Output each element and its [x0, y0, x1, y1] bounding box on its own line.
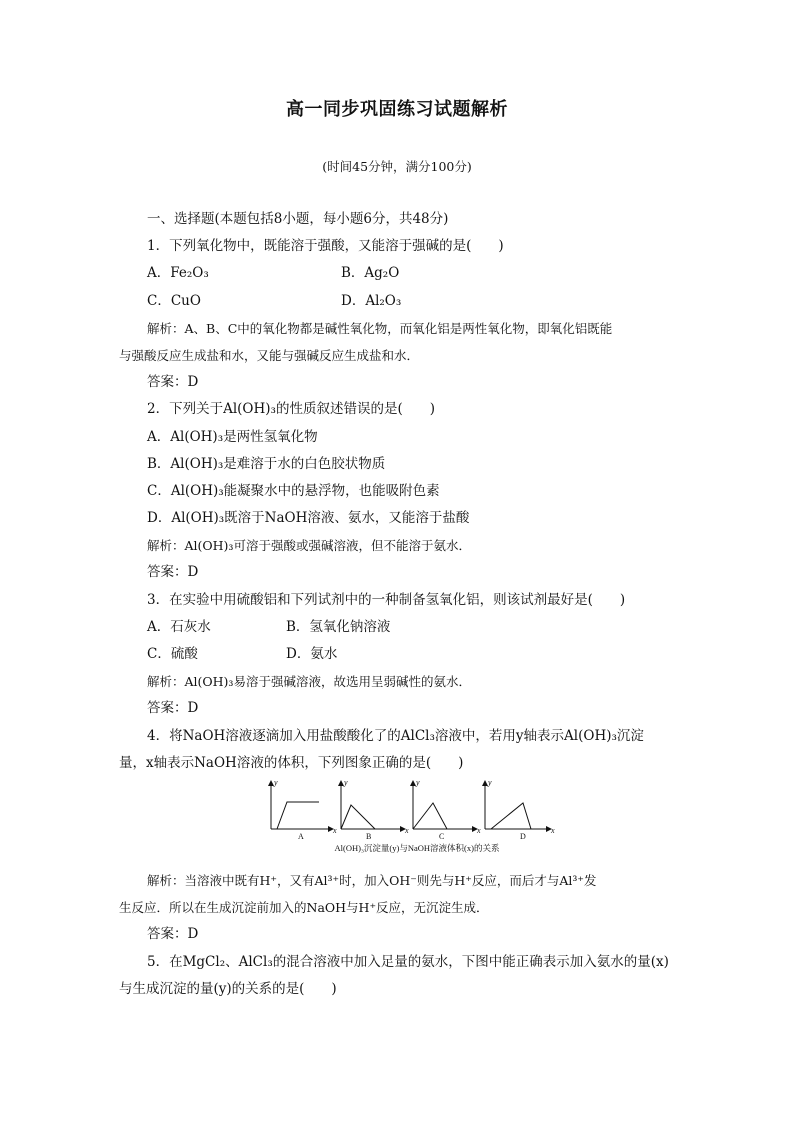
q2-option-c: C．Al(OH)₃能凝聚水中的悬浮物，也能吸附色素: [147, 482, 440, 499]
graph-b-y-label: y: [344, 777, 348, 787]
q4-explanation-line2: 生反应．所以在生成沉淀前加入的NaOH与H⁺反应，无沉淀生成．: [119, 900, 489, 916]
q2-explanation: 解析：Al(OH)₃可溶于强酸或强碱溶液，但不能溶于氨水．: [147, 538, 471, 554]
graph-b: [341, 781, 405, 829]
q5-stem-line1: 5．在MgCl₂、AlCl₃的混合溶液中加入足量的氨水，下图中能正确表示加入氨水的量(x): [147, 953, 669, 970]
q1-explanation-line1: 解析：A、B、C中的氧化物都是碱性氧化物，而氧化铝是两性氧化物，即氧化铝既能: [147, 320, 613, 336]
q2-option-a: A．Al(OH)₃是两性氢氧化物: [147, 428, 318, 445]
q4-answer: 答案：D: [147, 926, 199, 943]
q1-options-cd: [119, 288, 679, 315]
q1-options-ab: [119, 260, 679, 287]
q1-answer: 答案：D: [147, 374, 199, 391]
graph-c-label: C: [439, 831, 445, 841]
q1-option-d: D．Al₂O₃: [341, 292, 402, 309]
graph-a-y-label: y: [274, 777, 278, 787]
graph-c-x-label: x: [477, 825, 481, 835]
graph-a-curve: [277, 802, 319, 829]
graph-d-label: D: [520, 831, 526, 841]
q2-answer: 答案：D: [147, 564, 199, 581]
q4-graphs-svg: [267, 777, 567, 865]
graph-d: [485, 781, 551, 829]
q4-figure-caption: Al(OH)₃沉淀量(y)与NaOH溶液体积(x)的关系: [334, 842, 500, 853]
q4-stem-line1: 4．将NaOH溶液逐滴加入用盐酸酸化了的AlCl₃溶液中，若用y轴表示Al(OH)₃沉淀: [147, 727, 644, 744]
graph-d-curve: [491, 803, 531, 829]
graph-a-label: A: [298, 831, 304, 841]
page-title: 高一同步巩固练习试题解析: [286, 99, 508, 120]
q3-answer: 答案：D: [147, 700, 199, 717]
graph-a-x-label: x: [333, 825, 337, 835]
q3-options-ab: [119, 614, 679, 641]
section-heading: 一、选择题(本题包括8小题，每小题6分，共48分): [147, 211, 449, 227]
graph-c-curve: [413, 803, 447, 829]
graph-d-x-label: x: [551, 825, 555, 835]
graph-b-label: B: [366, 831, 372, 841]
q1-option-a: A．Fe₂O₃: [147, 265, 209, 282]
q3-option-c: C．硫酸: [147, 646, 198, 662]
graph-d-y-label: y: [488, 777, 492, 787]
time-limit-note: (时间45分钟，满分100分): [322, 159, 472, 174]
q1-option-b: B．Ag₂O: [341, 265, 400, 282]
q3-option-d: D．氨水: [286, 646, 338, 662]
q3-options-cd: [119, 641, 679, 668]
q3-option-a: A．石灰水: [147, 618, 211, 635]
q1-explanation-line2: 与强酸反应生成盐和水，又能与强碱反应生成盐和水．: [119, 347, 420, 363]
q4-figure: [119, 777, 679, 867]
q3-explanation: 解析：Al(OH)₃易溶于强碱溶液，故选用呈弱碱性的氨水．: [147, 674, 471, 690]
q4-explanation-line1: 解析：当溶液中既有H⁺，又有Al³⁺时，加入OH⁻则先与H⁺反应，而后才与Al³⁺发: [147, 872, 597, 888]
graph-b-x-label: x: [405, 825, 409, 835]
q2-option-d: D．Al(OH)₃既溶于NaOH溶液、氨水，又能溶于盐酸: [147, 510, 470, 527]
q3-option-b: B．氢氧化钠溶液: [286, 618, 391, 635]
q2-stem: 2．下列关于Al(OH)₃的性质叙述错误的是( ): [147, 401, 435, 418]
q2-option-b: B．Al(OH)₃是难溶于水的白色胶状物质: [147, 455, 386, 472]
q5-stem-line2: 与生成沉淀的量(y)的关系的是( ): [119, 980, 337, 997]
graph-c: [413, 781, 477, 829]
exam-content: [119, 206, 679, 1003]
graph-a: [271, 781, 333, 829]
graph-c-y-label: y: [416, 777, 420, 787]
graph-b-curve: [341, 805, 375, 829]
q1-stem: 1．下列氧化物中，既能溶于强酸，又能溶于强碱的是( ): [147, 238, 504, 255]
q3-stem: 3．在实验中用硫酸铝和下列试剂中的一种制备氢氧化铝，则该试剂最好是( ): [147, 591, 626, 608]
q4-stem-line2: 量，x轴表示NaOH溶液的体积，下列图象正确的是( ): [119, 754, 464, 771]
q1-option-c: C．CuO: [147, 292, 201, 309]
